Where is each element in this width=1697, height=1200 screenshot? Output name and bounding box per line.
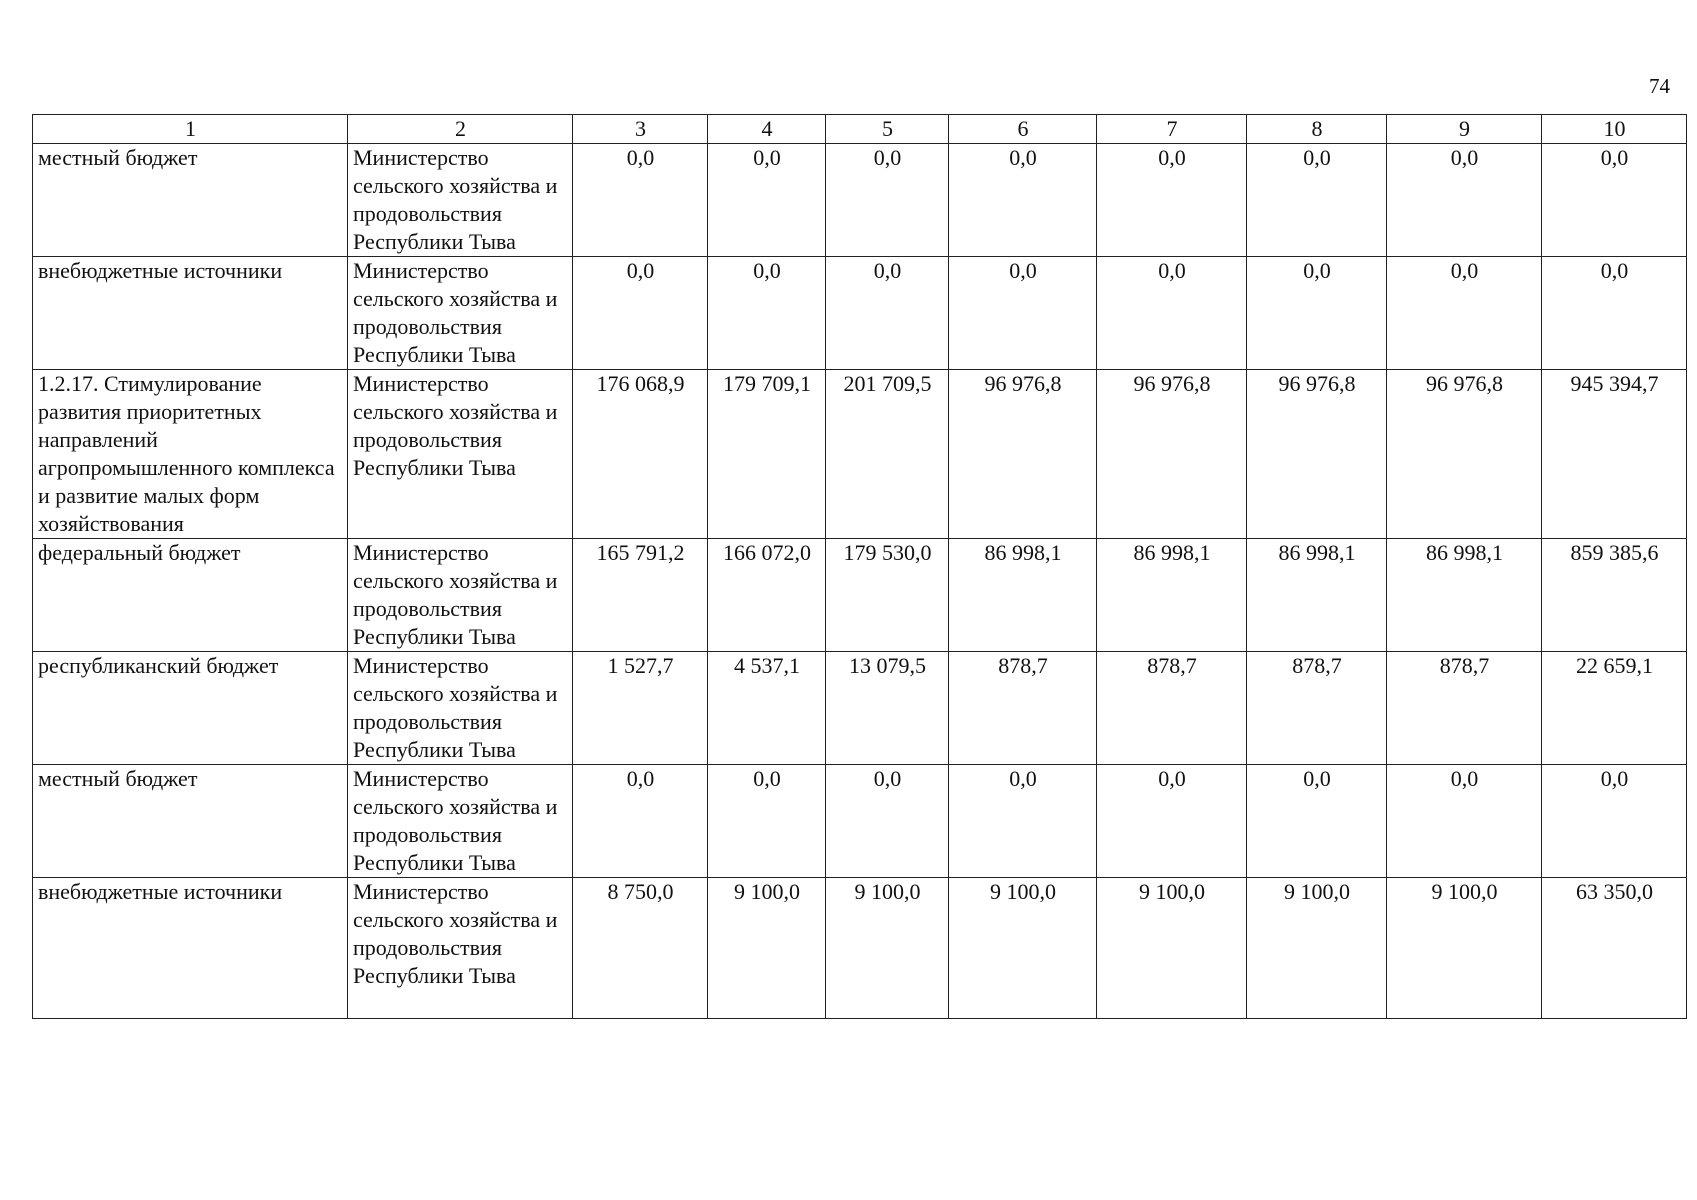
value-cell: 9 100,0 (1247, 878, 1387, 1019)
value-cell: 9 100,0 (826, 878, 949, 1019)
column-header: 3 (573, 115, 708, 144)
total-cell: 0,0 (1542, 257, 1687, 370)
column-header: 9 (1387, 115, 1542, 144)
funding-source-cell: внебюджетные источники (33, 878, 348, 1019)
total-cell: 0,0 (1542, 144, 1687, 257)
value-cell: 0,0 (1097, 144, 1247, 257)
responsible-executor-cell: Министерство сельского хозяйства и продовольствия Республики Тыва (348, 144, 573, 257)
funding-source-cell: внебюджетные источники (33, 257, 348, 370)
value-cell: 878,7 (1247, 652, 1387, 765)
value-cell: 8 750,0 (573, 878, 708, 1019)
total-cell: 945 394,7 (1542, 370, 1687, 539)
table-row (33, 878, 1687, 1019)
responsible-executor-cell: Министерство сельского хозяйства и продовольствия Республики Тыва (348, 539, 573, 652)
responsible-executor-cell: Министерство сельского хозяйства и продовольствия Республики Тыва (348, 257, 573, 370)
value-cell: 165 791,2 (573, 539, 708, 652)
value-cell: 0,0 (1387, 257, 1542, 370)
value-cell: 179 530,0 (826, 539, 949, 652)
value-cell: 96 976,8 (1247, 370, 1387, 539)
responsible-executor-cell: Министерство сельского хозяйства и продовольствия Республики Тыва (348, 370, 573, 539)
value-cell: 201 709,5 (826, 370, 949, 539)
value-cell: 0,0 (573, 257, 708, 370)
funding-source-cell: федеральный бюджет (33, 539, 348, 652)
total-cell: 0,0 (1542, 765, 1687, 878)
value-cell: 0,0 (949, 765, 1097, 878)
value-cell: 9 100,0 (1097, 878, 1247, 1019)
value-cell: 0,0 (1097, 257, 1247, 370)
column-header: 5 (826, 115, 949, 144)
value-cell: 878,7 (949, 652, 1097, 765)
table-row (33, 144, 1687, 257)
table-row (33, 652, 1687, 765)
responsible-executor-cell: Министерство сельского хозяйства и продовольствия Республики Тыва (348, 652, 573, 765)
value-cell: 0,0 (1387, 765, 1542, 878)
value-cell: 0,0 (708, 765, 826, 878)
funding-source-cell: республиканский бюджет (33, 652, 348, 765)
header-row (33, 115, 1687, 144)
value-cell: 9 100,0 (949, 878, 1097, 1019)
value-cell: 0,0 (1097, 765, 1247, 878)
value-cell: 878,7 (1387, 652, 1542, 765)
value-cell: 86 998,1 (1387, 539, 1542, 652)
value-cell: 0,0 (573, 144, 708, 257)
value-cell: 9 100,0 (708, 878, 826, 1019)
funding-source-cell: местный бюджет (33, 144, 348, 257)
value-cell: 0,0 (826, 257, 949, 370)
value-cell: 4 537,1 (708, 652, 826, 765)
value-cell: 0,0 (573, 765, 708, 878)
value-cell: 0,0 (826, 765, 949, 878)
value-cell: 0,0 (1247, 765, 1387, 878)
total-cell: 63 350,0 (1542, 878, 1687, 1019)
funding-source-cell: местный бюджет (33, 765, 348, 878)
value-cell: 96 976,8 (949, 370, 1097, 539)
value-cell: 166 072,0 (708, 539, 826, 652)
value-cell: 179 709,1 (708, 370, 826, 539)
value-cell: 0,0 (949, 257, 1097, 370)
value-cell: 0,0 (1247, 144, 1387, 257)
activity-title-cell: 1.2.17. Стимулирование развития приоритетных направлений агропромышленного комплекса и развитие малых форм хозяйствования (33, 370, 348, 539)
column-header: 10 (1542, 115, 1687, 144)
value-cell: 86 998,1 (1097, 539, 1247, 652)
budget-table (32, 114, 1687, 1019)
value-cell: 176 068,9 (573, 370, 708, 539)
total-cell: 859 385,6 (1542, 539, 1687, 652)
value-cell: 878,7 (1097, 652, 1247, 765)
value-cell: 1 527,7 (573, 652, 708, 765)
table-row (33, 765, 1687, 878)
column-header: 1 (33, 115, 348, 144)
value-cell: 0,0 (1387, 144, 1542, 257)
value-cell: 0,0 (1247, 257, 1387, 370)
value-cell: 96 976,8 (1387, 370, 1542, 539)
table-row (33, 257, 1687, 370)
column-header: 6 (949, 115, 1097, 144)
value-cell: 0,0 (826, 144, 949, 257)
total-cell: 22 659,1 (1542, 652, 1687, 765)
value-cell: 86 998,1 (949, 539, 1097, 652)
page-number: 74 (1649, 74, 1670, 98)
responsible-executor-cell: Министерство сельского хозяйства и продовольствия Республики Тыва (348, 765, 573, 878)
responsible-executor-cell: Министерство сельского хозяйства и продовольствия Республики Тыва (348, 878, 573, 1019)
value-cell: 0,0 (949, 144, 1097, 257)
value-cell: 86 998,1 (1247, 539, 1387, 652)
column-header: 7 (1097, 115, 1247, 144)
column-header: 8 (1247, 115, 1387, 144)
value-cell: 0,0 (708, 144, 826, 257)
value-cell: 9 100,0 (1387, 878, 1542, 1019)
column-header: 4 (708, 115, 826, 144)
table-row (33, 539, 1687, 652)
value-cell: 13 079,5 (826, 652, 949, 765)
table-row (33, 370, 1687, 539)
column-header: 2 (348, 115, 573, 144)
value-cell: 0,0 (708, 257, 826, 370)
value-cell: 96 976,8 (1097, 370, 1247, 539)
